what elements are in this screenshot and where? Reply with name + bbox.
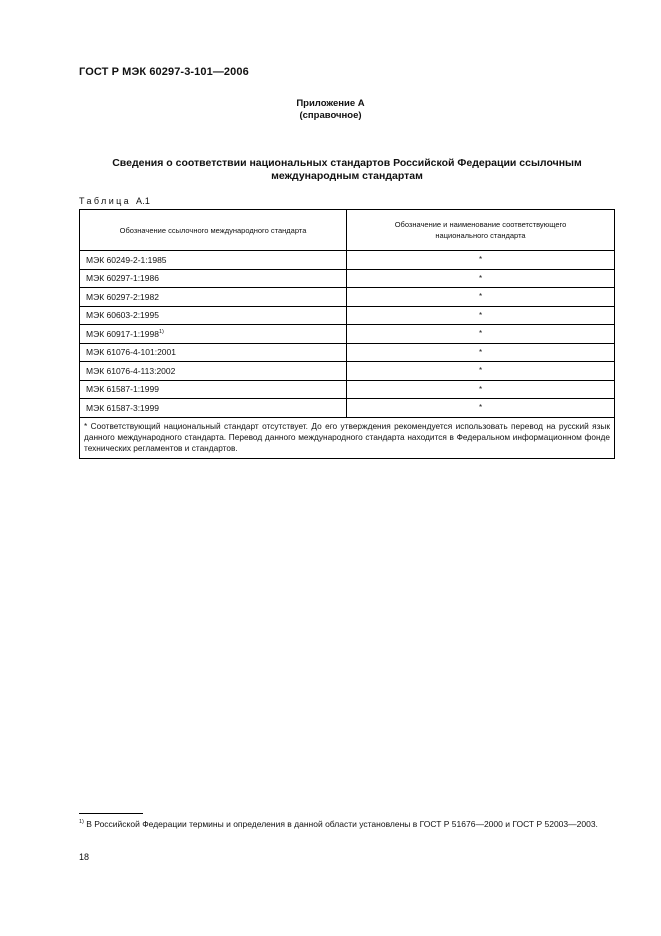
column-header-national [347,210,615,251]
footnote-reference: 1) [158,328,164,335]
table-label-word: Таблица [79,196,132,206]
standard-code-cell [80,380,347,399]
national-standard-cell: * [347,325,615,344]
page-number: 18 [79,852,90,862]
standard-code-cell [80,251,347,270]
national-standard-cell: * [347,362,615,381]
national-standard-cell: * [347,306,615,325]
national-standard-cell: * [347,399,615,418]
table-row [80,269,615,288]
standard-code: МЭК 60249-2-1:1985 [86,254,167,265]
standard-code: МЭК 61076-4-113:2002 [86,365,176,376]
table-label [79,196,150,206]
national-standard-cell: * [347,288,615,307]
table-row [80,399,615,418]
standard-code-cell [80,362,347,381]
national-standard-cell: * [347,380,615,399]
footnote-text: В Российской Федерации термины и определения в данной области установлены в ГОСТ Р 51676—2000 и ГОСТ Р 52003—2003. [83,819,598,829]
standard-code-cell [80,306,347,325]
standard-code: МЭК 60297-2:1982 [86,291,159,302]
standard-code: МЭК 60917-1:1998 [86,328,159,339]
section-title [79,157,615,183]
standard-code: МЭК 61076-4-101:2001 [86,347,176,358]
national-standard-cell: * [347,343,615,362]
document-header-code: ГОСТ Р МЭК 60297-3-101—2006 [79,66,249,78]
national-standard-cell: * [347,251,615,270]
table-row [80,362,615,381]
appendix-heading [0,98,661,122]
table-header-row [80,210,615,251]
national-standard-cell: * [347,269,615,288]
footnote-marker: 1) [79,819,84,826]
standard-code-cell [80,288,347,307]
standard-code-cell [80,325,347,344]
column-header-national-text: Обозначение и наименование соответствующего национального стандарта [394,220,567,240]
standard-code-cell [80,399,347,418]
table-label-number: А.1 [136,196,151,206]
standard-code: МЭК 61587-1:1999 [86,384,159,395]
correspondence-table [79,209,615,459]
table-note-row [80,417,615,458]
appendix-title: Приложение А [296,98,365,109]
section-title-line-1: Сведения о соответствии национальных стандартов Российской Федерации ссылочным [112,157,582,169]
appendix-subtitle: (справочное) [299,110,362,121]
table-row [80,251,615,270]
table-row [80,306,615,325]
standard-code-cell [80,343,347,362]
standard-code: МЭК 60603-2:1995 [86,310,159,321]
footnote-divider [79,813,143,814]
table-row [80,325,615,344]
column-header-international: Обозначение ссылочного международного стандарта [80,210,347,251]
standard-code-cell [80,269,347,288]
footnote [79,818,615,831]
standard-code: МЭК 61587-3:1999 [86,402,159,413]
table-note: * Соответствующий национальный стандарт отсутствует. До его утверждения рекомендуется использовать перевод на русский язык данного международного стандарта. Перевод данного международного стандарта находится в Федеральном информационном фонде технических регламентов и стандартов. [80,417,615,458]
table-row [80,343,615,362]
section-title-line-2: международным стандартам [271,170,423,182]
standard-code: МЭК 60297-1:1986 [86,273,159,284]
table-row [80,288,615,307]
table-row [80,380,615,399]
